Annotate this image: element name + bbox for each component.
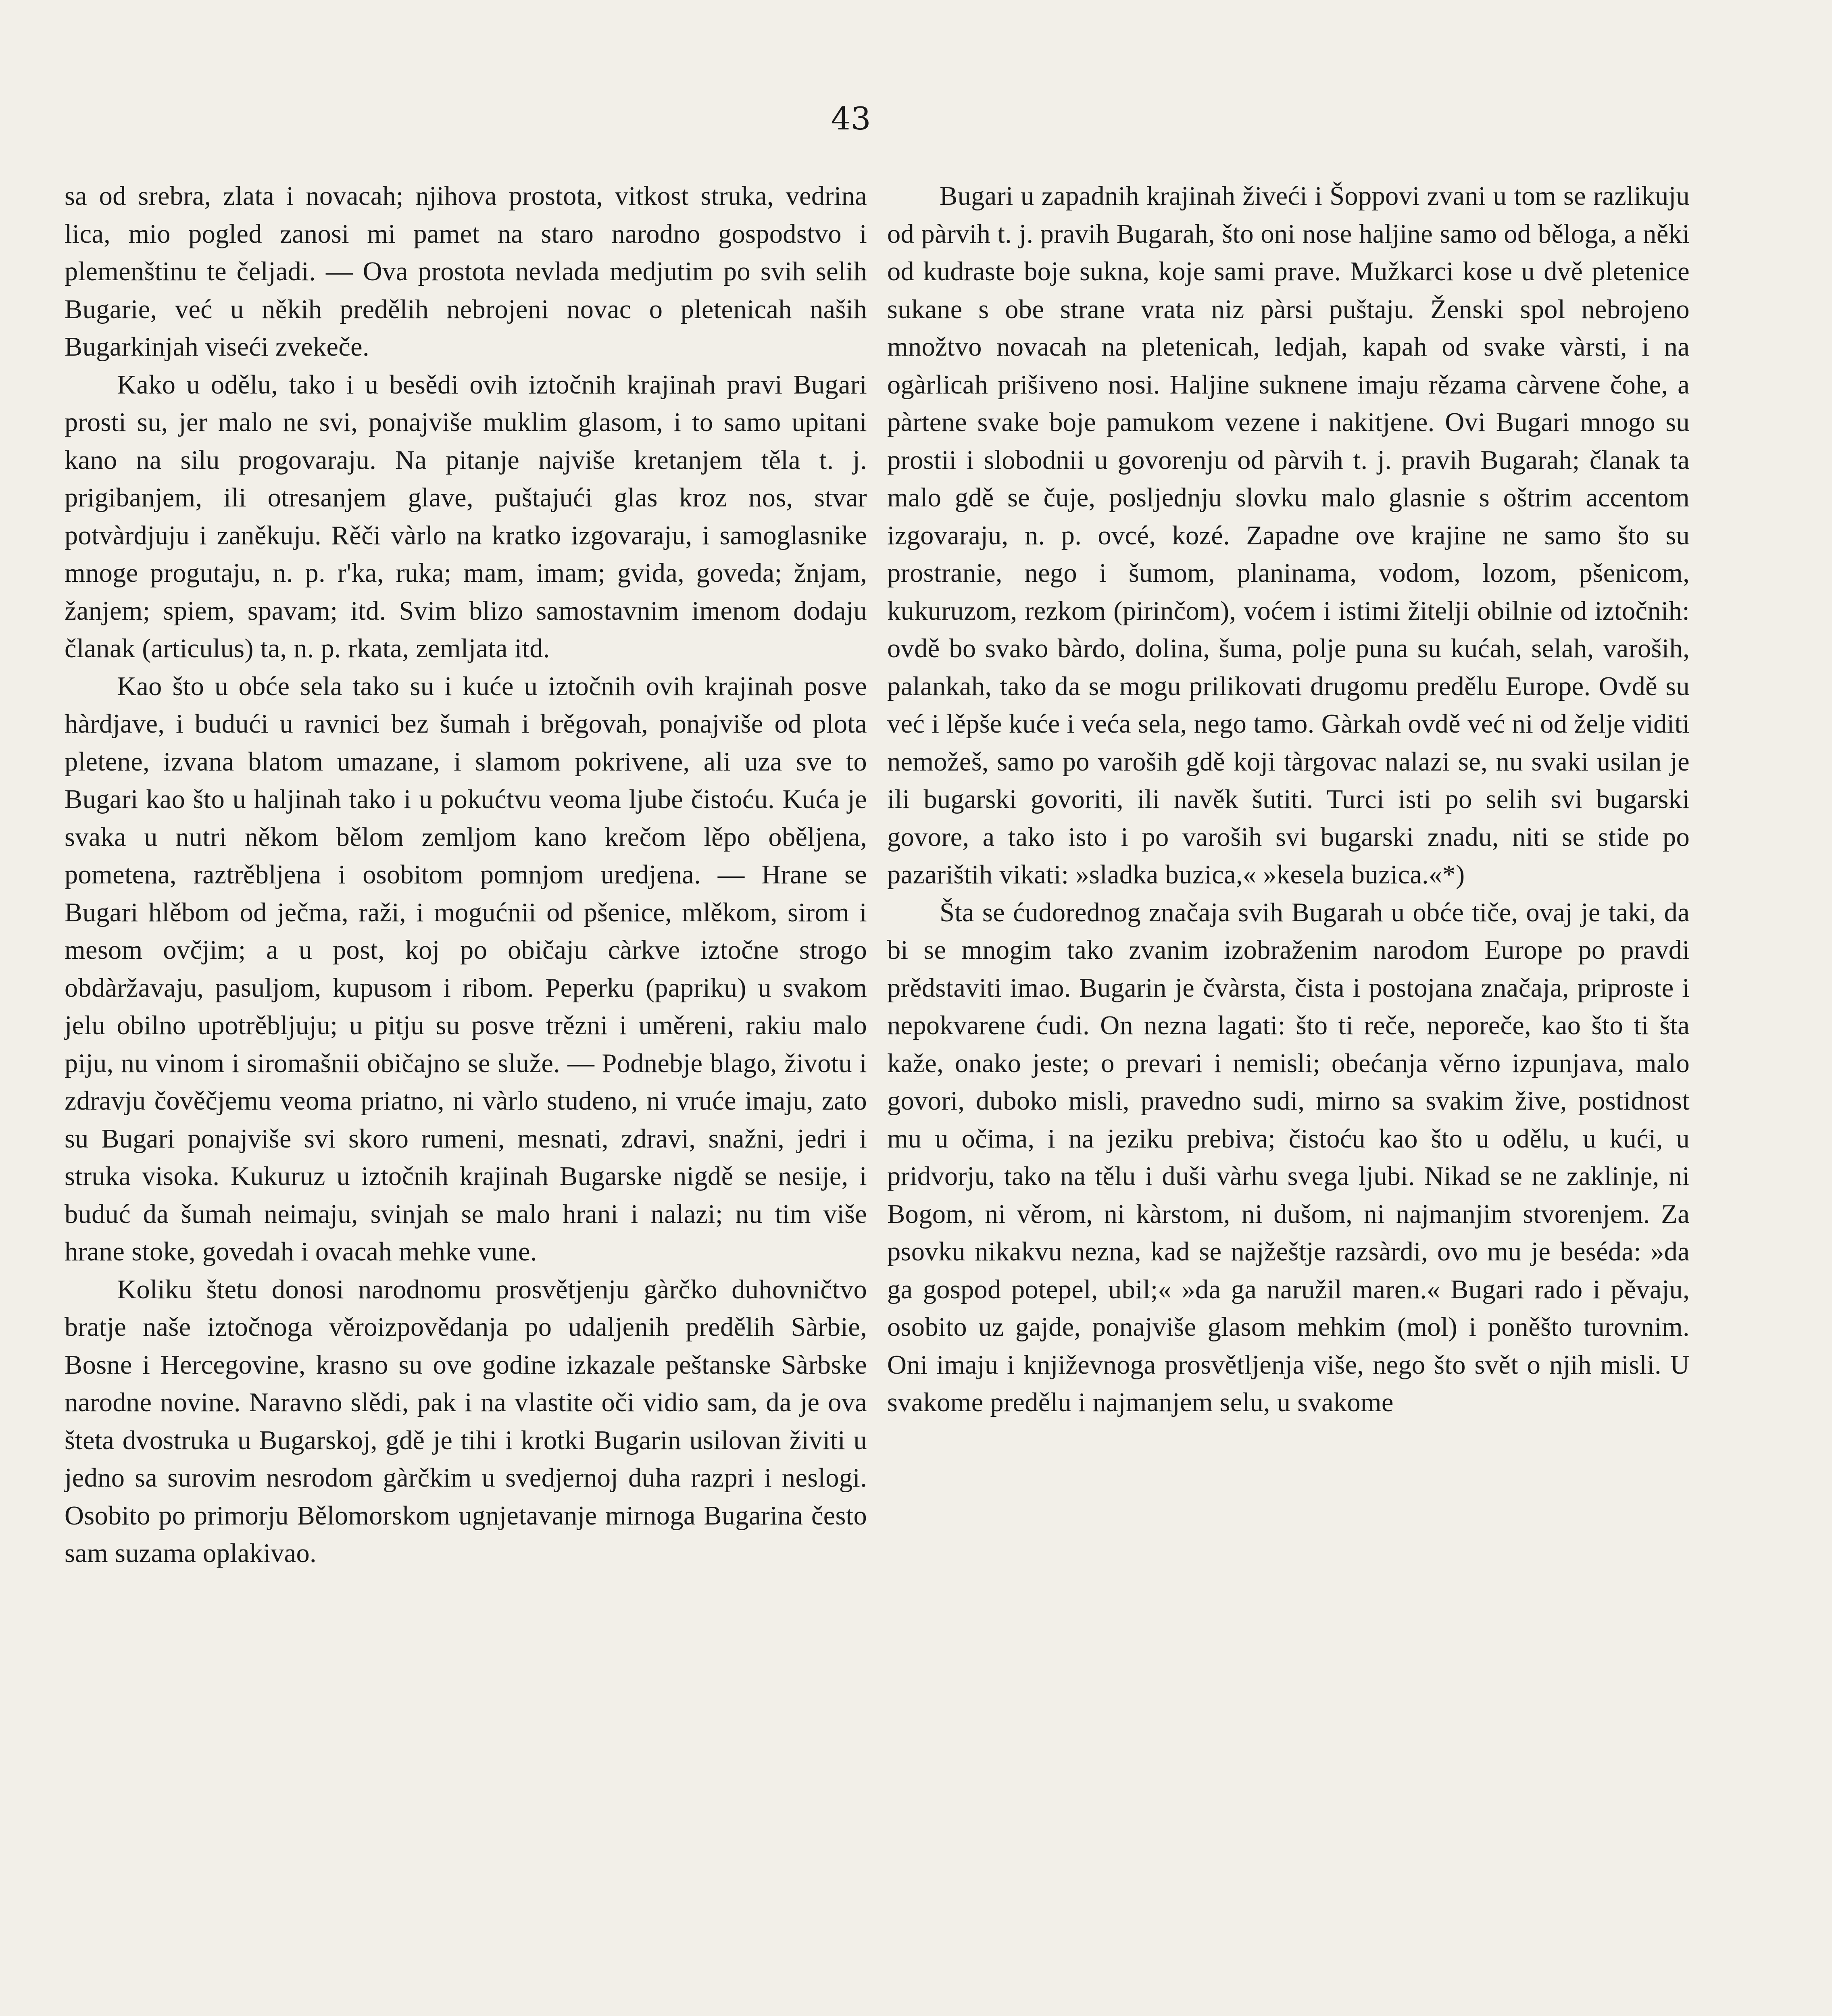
left-column	[65, 177, 867, 1572]
paragraph: sa od srebra, zlata i novacah; njihova prostota, vitkost struka, vedrina lica, mio pogled zanosi mi pamet na staro narodno gospodstvo i plemenštinu te čeljadi. — Ova prostota nevlada medjutim po svih selih Bugarie, već u někih predělih nebrojeni novac o pletenicah naših Bugarkinjah viseći zvekeče.	[65, 181, 867, 362]
right-column	[887, 177, 1690, 1422]
paragraph: Kako u odělu, tako i u besědi ovih iztočnih krajinah pravi Bugari prosti su, jer malo ne svi, ponajviše muklim glasom, i to samo upitani kano na silu progovaraju. Na pitanje najviše kretanjem těla t. j. prigibanjem, ili otresanjem glave, puštajući glas kroz nos, stvar potvàrdjuju i zaněkuju. Rěči vàrlo na kratko izgovaraju, i samoglasnike mnoge progutaju, n. p. r'ka, ruka; mam, imam; gvida, goveda; žnjam, žanjem; spiem, spavam; itd. Svim blizo samostavnim imenom dodaju članak (articulus) ta, n. p. rkata, zemljata itd.	[65, 370, 867, 663]
paragraph: Koliku štetu donosi narodnomu prosvětjenju gàrčko duhovničtvo bratje naše iztočnoga věroizpovědanja po udaljenih predělih Sàrbie, Bosne i Hercegovine, krasno su ove godine izkazale peštanske Sàrbske narodne novine. Naravno slědi, pak i na vlastite oči vidio sam, da je ova šteta dvostruka u Bugarskoj, gdě je tihi i krotki Bugarin usilovan živiti u jedno sa surovim nesrodom gàrčkim u svedjernoj duha razpri i neslogi. Osobito po primorju Bělomorskom ugnjetavanje mirnoga Bugarina često sam suzama oplakivao.	[65, 1275, 867, 1568]
paragraph: Šta se ćudorednog značaja svih Bugarah u obće tiče, ovaj je taki, da bi se mnogim tako zvanim izobraženim narodom Europe po pravdi prědstaviti imao. Bugarin je čvàrsta, čista i postojana značaja, priproste i nepokvarene ćudi. On nezna lagati: što ti reče, neporeče, kao što ti šta kaže, onako jeste; o prevari i nemisli; obećanja věrno izpunjava, malo govori, duboko misli, pravedno sudi, mirno sa svakim žive, postidnost mu u očima, i na jeziku prebiva; čistoću kao što u odělu, u kući, u pridvorju, tako na tělu i duši vàrhu svega ljubi. Nikad se ne zaklinje, ni Bogom, ni věrom, ni kàrstom, ni dušom, ni najmanjim stvorenjem. Za psovku nikakvu nezna, kad se najžeštje razsàrdi, ovo mu je beséda: »da ga gospod potepel, ubil;« »da ga naružil maren.« Bugari rado i pěvaju, osobito uz gajde, ponajviše glasom mehkim (mol) i poněšto turovnim. Oni imaju i književnoga prosvětljenja više, nego što svět o njih misli. U svakome predělu i najmanjem selu, u svakome	[887, 898, 1690, 1417]
page-number: 43	[831, 101, 871, 137]
paragraph: Kao što u obće sela tako su i kuće u iztočnih ovih krajinah posve hàrdjave, i budući u ravnici bez šumah i brěgovah, ponajviše od plota pletene, izvana blatom umazane, i slamom pokrivene, ali uza sve to Bugari kao što u haljinah tako i u pokućtvu veoma ljube čistoću. Kuća je svaka u nutri někom bělom zemljom kano krečom lěpo oběljena, pometena, raztrěbljena i osobitom pomnjom uredjena. — Hrane se Bugari hlěbom od ječma, raži, i mogućnii od pšenice, mlěkom, sirom i mesom ovčjim; a u post, koj po običaju càrkve iztočne strogo obdàržavaju, pasuljom, kupusom i ribom. Peperku (papriku) u svakom jelu obilno upotrěbljuju; u pitju su posve trězni i uměreni, rakiu malo piju, nu vinom i siromašnii običajno se služe. — Podnebje blago, životu i zdravju čověčjemu veoma priatno, ni vàrlo studeno, ni vruće imaju, zato su Bugari ponajviše svi skoro rumeni, mesnati, zdravi, snažni, jedri i struka visoka. Kukuruz u iztočnih krajinah Bugarske nigdě se nesije, i buduć da šumah neimaju, svinjah se malo hrani i nalazi; nu tim više hrane stoke, govedah i ovacah mehke vune.	[65, 671, 867, 1266]
paragraph: Bugari u zapadnih krajinah živeći i Šoppovi zvani u tom se razlikuju od pàrvih t. j. pravih Bugarah, što oni nose haljine samo od běloga, a něki od kudraste boje sukna, koje sami prave. Mužkarci kose u dvě pletenice sukane s obe strane vrata niz pàrsi puštaju. Ženski spol nebrojeno množtvo novacah na pletenicah, ledjah, kapah od svake vàrsti, i na ogàrlicah prišiveno nosi. Haljine suknene imaju rězama càrvene čohe, a pàrtene svake boje pamukom vezene i nakitjene. Ovi Bugari mnogo su prostii i slobodnii u govorenju od pàrvih t. j. pravih Bugarah; članak ta malo gdě se čuje, posljednju slovku malo glasnie s oštrim accentom izgovaraju, n. p. ovcé, kozé. Zapadne ove krajine ne samo što su prostranie, nego i šumom, planinama, vodom, lozom, pšenicom, kukuruzom, rezkom (pirinčom), voćem i istimi žitelji obilnie od iztočnih: ovdě bo svako bàrdo, dolina, šuma, polje puna su kućah, selah, varoših, palankah, tako da se mogu prilikovati drugomu predělu Europe. Ovdě su već i lěpše kuće i veća sela, nego tamo. Gàrkah ovdě već ni od želje viditi nemožeš, samo po varoših gdě koji tàrgovac nalazi se, nu svaki usilan je ili bugarski govoriti, ili navěk šutiti. Turci isti po selih svi bugarski govore, a tako isto i po varoših svi bugarski znadu, niti se stide po pazarištih vikati: »sladka buzica,« »kesela buzica.«*)	[887, 181, 1690, 889]
